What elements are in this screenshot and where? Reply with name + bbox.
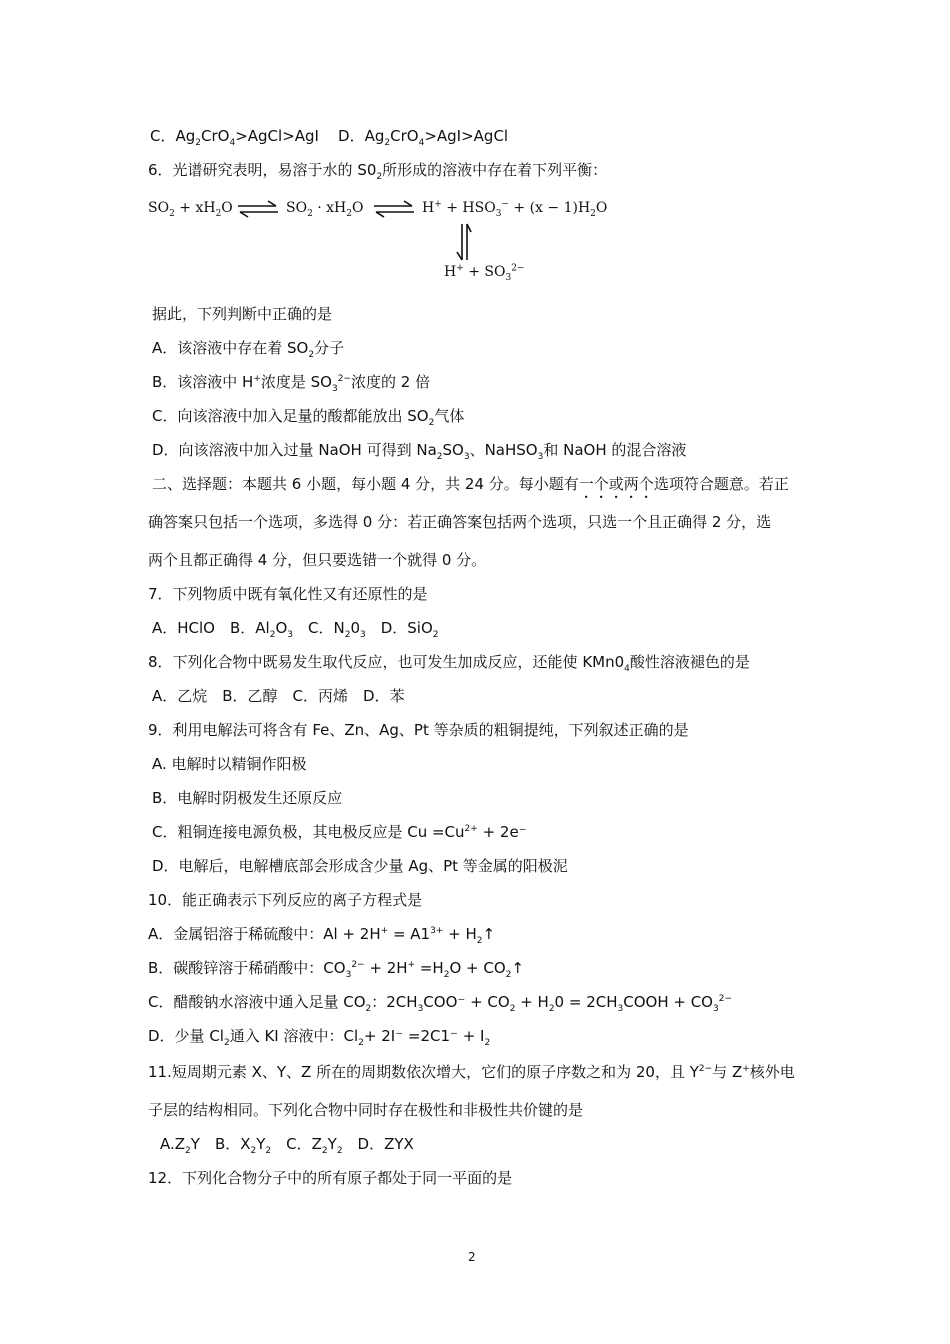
section2-instructions-line1: 二、选择题：本题共 6 小题，每小题 4 分，共 24 分。每小题有一个或两个选项符合题意。若正 [152,475,789,493]
q9-option-b: B．电解时阴极发生还原反应 [152,789,343,807]
q6-option-b: B．该溶液中 H+浓度是 $SO_3^{2-}$浓度的 2 倍 [152,373,431,394]
equilibrium-arrow-vertical [456,222,472,262]
q10-option-c: C．醋酸钠水溶液中通入足量 $CO_2$：$2CH_3COO^- + CO_2 + H_20$ = $2CH_3COOH + CO_3^{2-}$ [148,993,733,1014]
q12-stem: 12．下列化合物分子中的所有原子都处于同一平面的是 [148,1169,513,1187]
q6-stem: 6．光谱研究表明，易溶于水的 $S0_2$所形成的溶液中存在着下列平衡： [148,161,608,182]
q11-options: $A.Z_2Y$ B．$X_2Y_2$ C．$Z_2Y_2$ D．ZYX [160,1135,414,1156]
q10-option-d: D．少量 $Cl_2$通入 KI 溶液中：$Cl_2+ 2I^- =2C1^- + I_2$ [148,1027,491,1048]
q10-stem: 10．能正确表示下列反应的离子方程式是 [148,891,423,909]
q9-option-a: A. 电解时以精铜作阳极 [152,755,307,773]
q11-stem-line2: 子层的结构相同。下列化合物中同时存在极性和非极性共价键的是 [148,1101,584,1119]
q11-stem-line1: 11.短周期元素 X、Y、Z 所在的周期数依次增大，它们的原子序数之和为 20，且 $Y^{2-}$与 Z+核外电 [148,1063,795,1081]
q8-options: A．乙烷 B．乙醇 C．丙烯 D．苯 [152,687,405,705]
equilibrium-arrow-2 [372,200,416,218]
q7-stem: 7．下列物质中既有氧化性又有还原性的是 [148,585,428,603]
q6-option-a: A．该溶液中存在着 $SO_2$分子 [152,339,345,360]
q7-options: A．HClO B．$Al_2O_3$ C．$N_20_3$ D．SiO$_2$ [152,619,439,640]
q6-option-c: C．向该溶液中加入足量的酸都能放出 $SO_2$气体 [152,407,465,428]
q10-option-b: B．碳酸锌溶于稀硝酸中：$CO_3^{2-} + 2H^+ =H_2O$ + $CO_2↑$ [148,959,524,980]
q8-stem: 8．下列化合物中既易发生取代反应，也可发生加成反应，还能使 $KMn0_4$酸性溶液褪色的是 [148,653,750,674]
q6-option-d: D．向该溶液中加入过量 NaOH 可得到 $Na_2SO_3$、NaHSO$_3$和 NaOH 的混合溶液 [152,441,687,462]
q9-stem: 9．利用电解法可将含有 Fe、Zn、Ag、Pt 等杂质的粗铜提纯，下列叙述正确的是 [148,721,689,739]
q9-option-c: C．粗铜连接电源负极，其电极反应是 $Cu =Cu^{2+} + 2e^-$ [152,823,527,841]
section2-instructions-line2: 确答案只包括一个选项，多选得 0 分：若正确答案包括两个选项，只选一个且正确得 2 分，选 [148,513,772,531]
page-number: 2 [468,1250,476,1264]
section2-instructions-line3: 两个且都正确得 4 分，但只要选错一个就得 0 分。 [148,551,487,569]
equilibrium-arrow-1 [236,200,280,218]
q6-equilibrium-equation: $SO_2 + xH_2O$ $SO_2 \cdot xH_2O$ $H^+ + HSO_3^- + (x - 1)H_2O$ $H^+ + SO_3^{2-}$ [148,199,608,283]
q5-options: C．$Ag_2CrO_4>AgCl>AgI$ D．$Ag_2CrO_4>AgI>AgCl$ [150,127,509,148]
q9-option-d: D．电解后，电解槽底部会形成含少量 Ag、Pt 等金属的阳极泥 [152,857,568,875]
q10-option-a: A．金属铝溶于稀硫酸中：$Al + 2H^+ = A1^{3+}$ + $H_2↑$ [148,925,496,946]
q6-lead: 据此，下列判断中正确的是 [152,305,333,323]
